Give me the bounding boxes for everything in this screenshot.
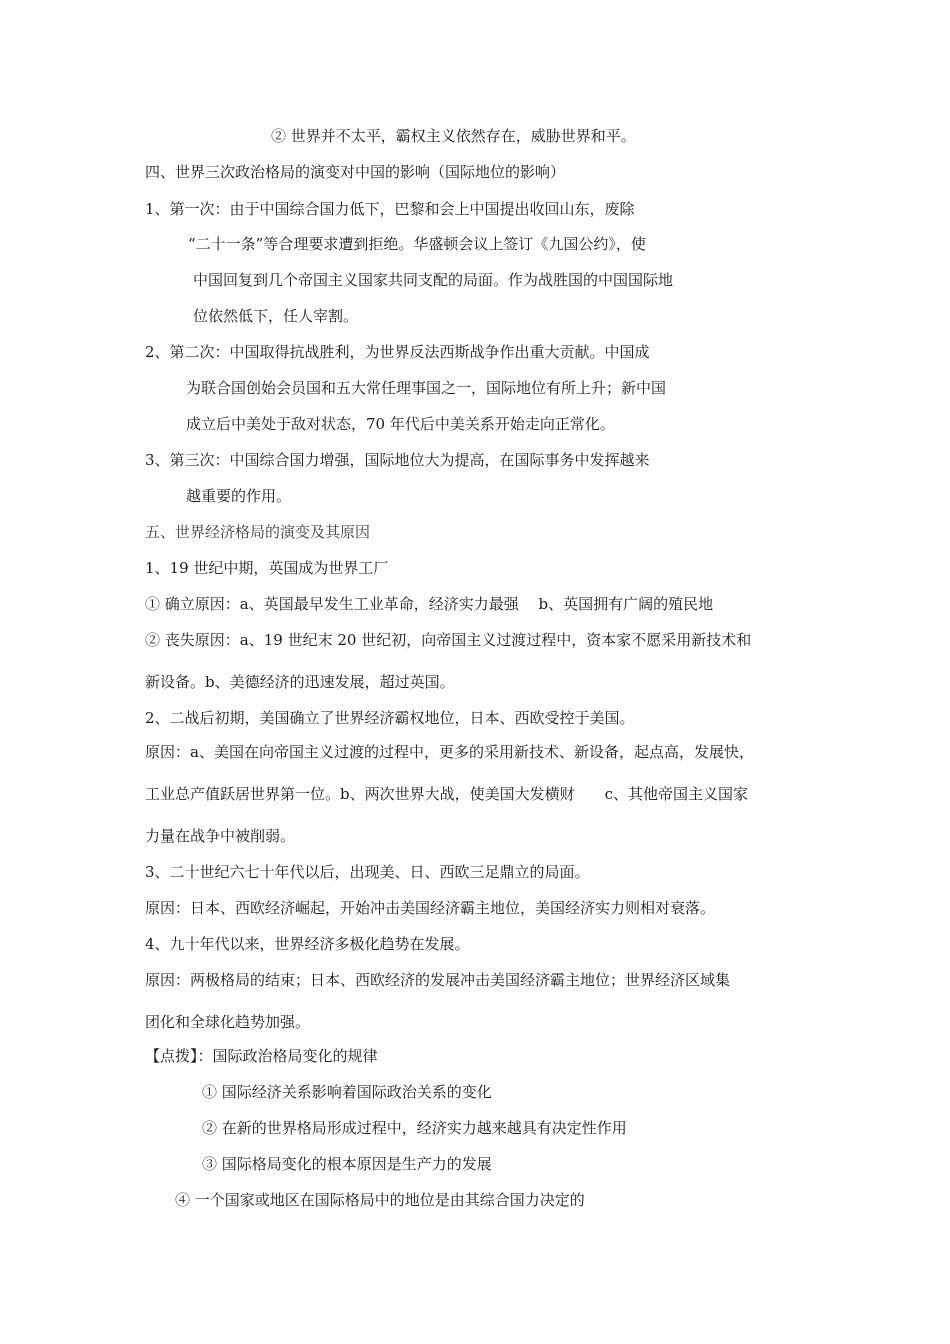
text-line: 团化和全球化趋势加强。 bbox=[145, 1013, 311, 1031]
text-line: 3、二十世纪六七十年代以后，出现美、日、西欧三足鼎立的局面。 bbox=[145, 863, 590, 881]
text-line: 位依然低下，任人宰割。 bbox=[193, 307, 359, 325]
text-line: ② 丧失原因：a、19 世纪末 20 世纪初，向帝国主义过渡过程中，资本家不愿采用新技术和 bbox=[145, 631, 752, 649]
text-line: ① 确立原因：a、英国最早发生工业革命，经济实力最强 b、英国拥有广阔的殖民地 bbox=[145, 595, 714, 613]
text-line: 为联合国创始会员国和五大常任理事国之一，国际地位有所上升；新中国 bbox=[186, 379, 667, 397]
text-line: 工业总产值跃居世界第一位。b、两次世界大战，使美国大发横财 c、其他帝国主义国家 bbox=[145, 785, 749, 803]
text-line: 3、第三次：中国综合国力增强，国际地位大为提高，在国际事务中发挥越来 bbox=[145, 451, 650, 469]
section-heading: 五、世界经济格局的演变及其原因 bbox=[145, 523, 371, 541]
text-line: 4、九十年代以来，世界经济多极化趋势在发展。 bbox=[145, 935, 470, 953]
text-line: 原因：日本、西欧经济崛起，开始冲击美国经济霸主地位，美国经济实力则相对衰落。 bbox=[145, 899, 716, 917]
text-line: 力量在战争中被削弱。 bbox=[145, 827, 296, 845]
tip-heading: 【点拨】：国际政治格局变化的规律 bbox=[145, 1047, 378, 1065]
tip-item: ③ 国际格局变化的根本原因是生产力的发展 bbox=[202, 1155, 492, 1173]
text-line: 新设备。b、美德经济的迅速发展，超过英国。 bbox=[145, 673, 455, 691]
text-line: 1、第一次：由于中国综合国力低下，巴黎和会上中国提出收回山东，废除 bbox=[145, 200, 635, 218]
text-line: 1、19 世纪中期，英国成为世界工厂 bbox=[145, 559, 389, 577]
text-line: “二十一条”等合理要求遭到拒绝。华盛顿会议上签订《九国公约》，使 bbox=[188, 235, 646, 253]
text-line: 中国回复到几个帝国主义国家共同支配的局面。作为战胜国的中国国际地 bbox=[193, 271, 674, 289]
text-line: 越重要的作用。 bbox=[186, 487, 292, 505]
text-line: 原因：a、美国在向帝国主义过渡的过程中，更多的采用新技术、新设备，起点高，发展快， bbox=[145, 743, 754, 761]
text-line: 2、二战后初期，美国确立了世界经济霸权地位，日本、西欧受控于美国。 bbox=[145, 709, 635, 727]
text-line: 成立后中美处于敌对状态，70 年代后中美关系开始走向正常化。 bbox=[186, 415, 615, 433]
text-line: 2、第二次：中国取得抗战胜利，为世界反法西斯战争作出重大贡献。中国成 bbox=[145, 343, 650, 361]
tip-item: ① 国际经济关系影响着国际政治关系的变化 bbox=[202, 1083, 492, 1101]
text-line: ② 世界并不太平，霸权主义依然存在，威胁世界和平。 bbox=[271, 127, 636, 145]
tip-item: ④ 一个国家或地区在国际格局中的地位是由其综合国力决定的 bbox=[175, 1191, 585, 1209]
text-line: 原因：两极格局的结束；日本、西欧经济的发展冲击美国经济霸主地位；世界经济区域集 bbox=[145, 971, 731, 989]
section-heading: 四、世界三次政治格局的演变对中国的影响（国际地位的影响） bbox=[145, 163, 566, 181]
tip-item: ② 在新的世界格局形成过程中，经济实力越来越具有决定性作用 bbox=[202, 1119, 627, 1137]
